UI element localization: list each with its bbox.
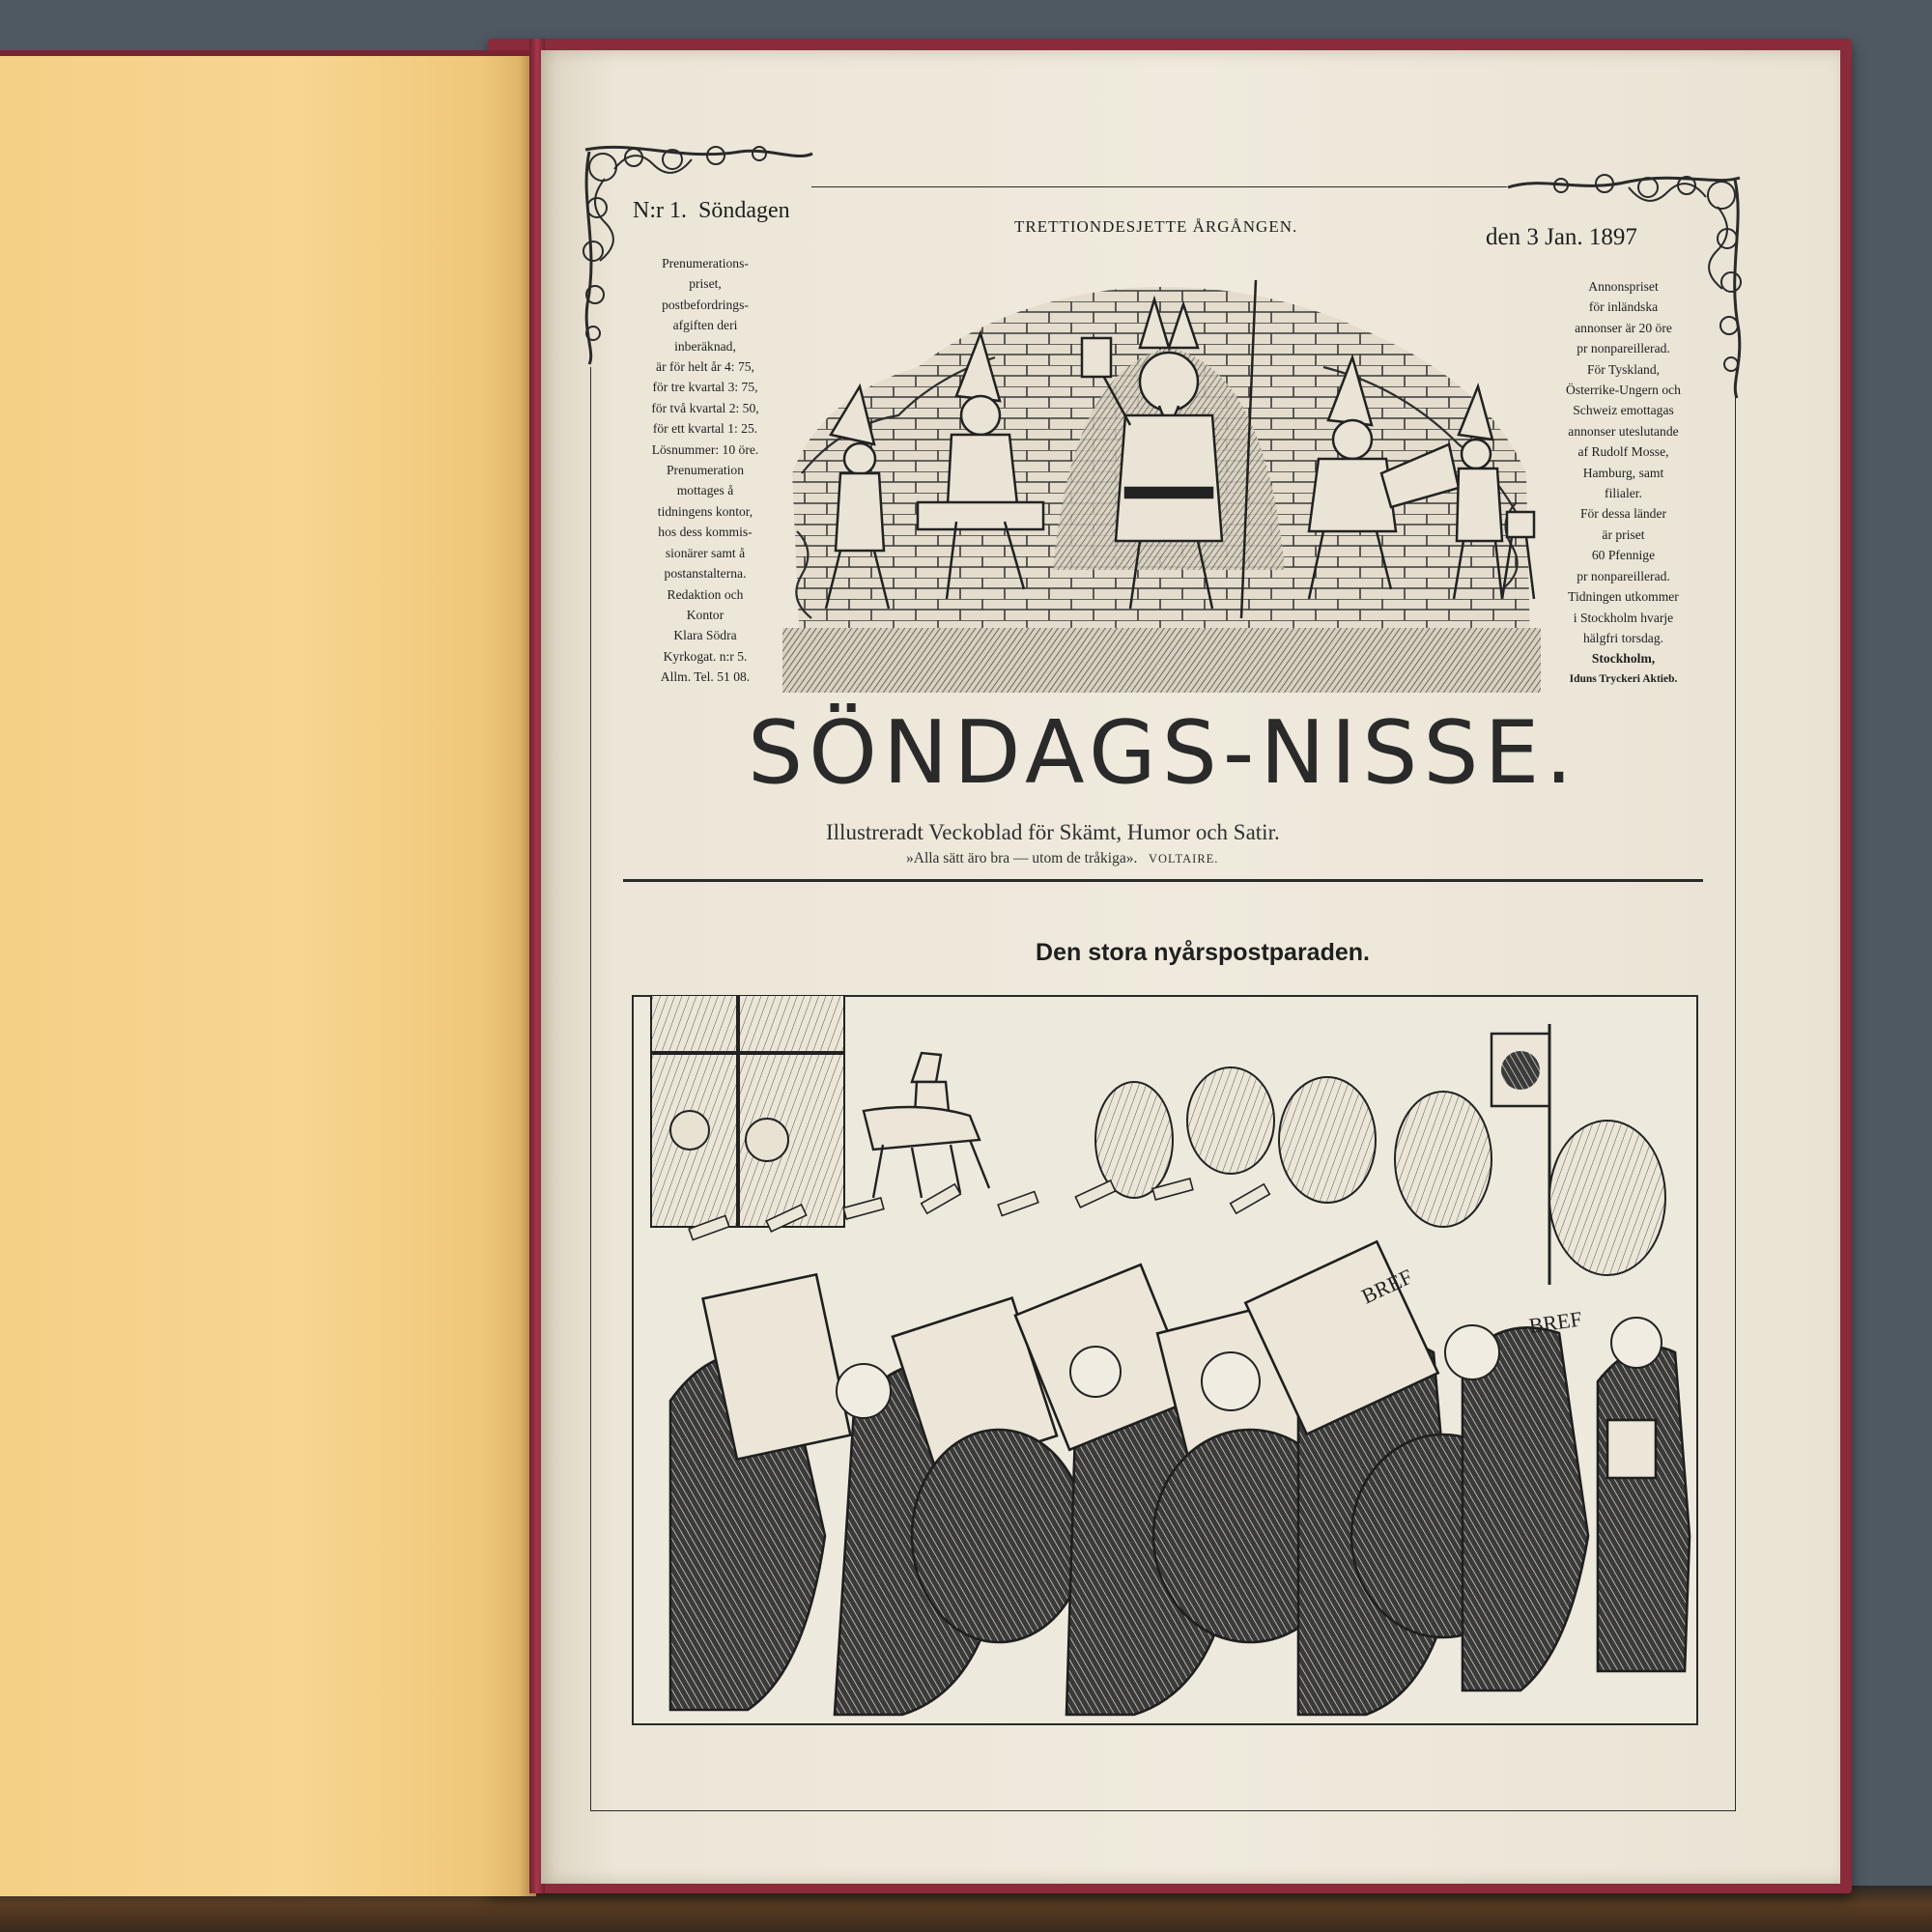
info-line: Iduns Tryckeri Aktieb.: [1569, 672, 1678, 685]
info-line: priset,: [689, 276, 722, 292]
info-line: för inländska: [1588, 299, 1659, 315]
info-line: pr nonpareillerad.: [1577, 568, 1670, 583]
info-line: postbefordrings-: [662, 297, 749, 312]
info-line: Hamburg, samt: [1582, 465, 1664, 480]
headline-row: [0, 939, 1932, 967]
info-line: är priset: [1602, 526, 1645, 542]
advertising-info: [1534, 276, 1713, 690]
info-line: postanstalterna.: [664, 566, 747, 582]
info-line: i Stockholm hvarje: [1573, 610, 1674, 625]
masthead-title: SÖNDAGS-NISSE.: [748, 702, 1578, 804]
info-line: Allm. Tel. 51 08.: [660, 669, 751, 685]
info-line: inberäknad,: [674, 338, 736, 354]
info-line: är för helt år 4: 75,: [656, 359, 754, 375]
motto-author: VOLTAIRE.: [1148, 852, 1219, 866]
gnomes-engraving: [782, 280, 1541, 693]
frame-bottom-rule: [590, 1810, 1736, 1811]
info-line: Kontor: [686, 607, 724, 622]
masthead-subtitle: Illustreradt Veckoblad för Skämt, Humor och Satir.: [826, 820, 1280, 844]
motto-text: »Alla sätt äro bra — utom de tråkiga».: [906, 850, 1138, 867]
info-line: 60 Pfennige: [1591, 548, 1656, 563]
info-line: Annonspriset: [1588, 279, 1659, 294]
info-line: filialer.: [1605, 486, 1642, 501]
volume-label: TRETTIONDESJETTE ÅRGÅNGEN.: [1014, 217, 1298, 236]
info-line: Klara Södra: [673, 628, 737, 643]
frame-top-rule: [811, 186, 1507, 187]
info-line: hälgfri torsdag.: [1582, 630, 1664, 645]
info-line: annonser uteslutande: [1568, 423, 1679, 439]
subscription-info: [618, 253, 792, 688]
info-line: Prenumerations-: [662, 256, 749, 270]
info-line: sionärer samt å: [665, 545, 746, 560]
info-line: afgiften deri: [672, 318, 738, 333]
masthead-motto-line: [906, 850, 1218, 867]
info-line: annonser är 20 öre: [1575, 320, 1672, 335]
info-line: Stockholm,: [1591, 651, 1656, 667]
frame-right-rule: [1735, 396, 1736, 1811]
info-line: mottages å: [676, 483, 734, 498]
info-line: Tidningen utkommer: [1568, 589, 1679, 605]
info-line: Österrike-Ungern och: [1566, 383, 1681, 398]
issue-day: Söndagen: [698, 198, 790, 223]
info-line: Lösnummer: 10 öre.: [651, 441, 759, 457]
info-line: af Rudolf Mosse,: [1577, 444, 1669, 460]
info-line: För Tyskland,: [1586, 361, 1661, 377]
issue-date: den 3 Jan. 1897: [1486, 224, 1637, 250]
info-line: för två kvartal 2: 50,: [651, 400, 759, 415]
info-line: hos dess kommis-: [658, 525, 753, 540]
cartoon-headline: Den stora nyårspostparaden.: [1036, 939, 1370, 966]
frame-left-rule: [590, 367, 591, 1811]
info-line: pr nonpareillerad.: [1577, 341, 1670, 356]
info-line: För dessa länder: [1579, 506, 1667, 522]
left-endpaper: [0, 50, 536, 1896]
issue-line: [633, 198, 790, 224]
info-line: Redaktion och: [667, 586, 744, 602]
info-line: tidningens kontor,: [657, 503, 753, 519]
info-line: Kyrkogat. n:r 5.: [663, 648, 748, 664]
postal-parade-cartoon: [632, 995, 1698, 1725]
info-line: för tre kvartal 3: 75,: [652, 380, 758, 395]
issue-number: N:r 1.: [633, 198, 687, 223]
masthead-divider: [623, 879, 1703, 882]
info-line: för ett kvartal 1: 25.: [652, 421, 758, 437]
street-sign-label: BREF: [1527, 1306, 1584, 1338]
info-line: Prenumeration: [666, 463, 745, 478]
mailbox-label: BREF: [1357, 1264, 1416, 1309]
info-line: Schweiz emottagas: [1573, 403, 1674, 418]
